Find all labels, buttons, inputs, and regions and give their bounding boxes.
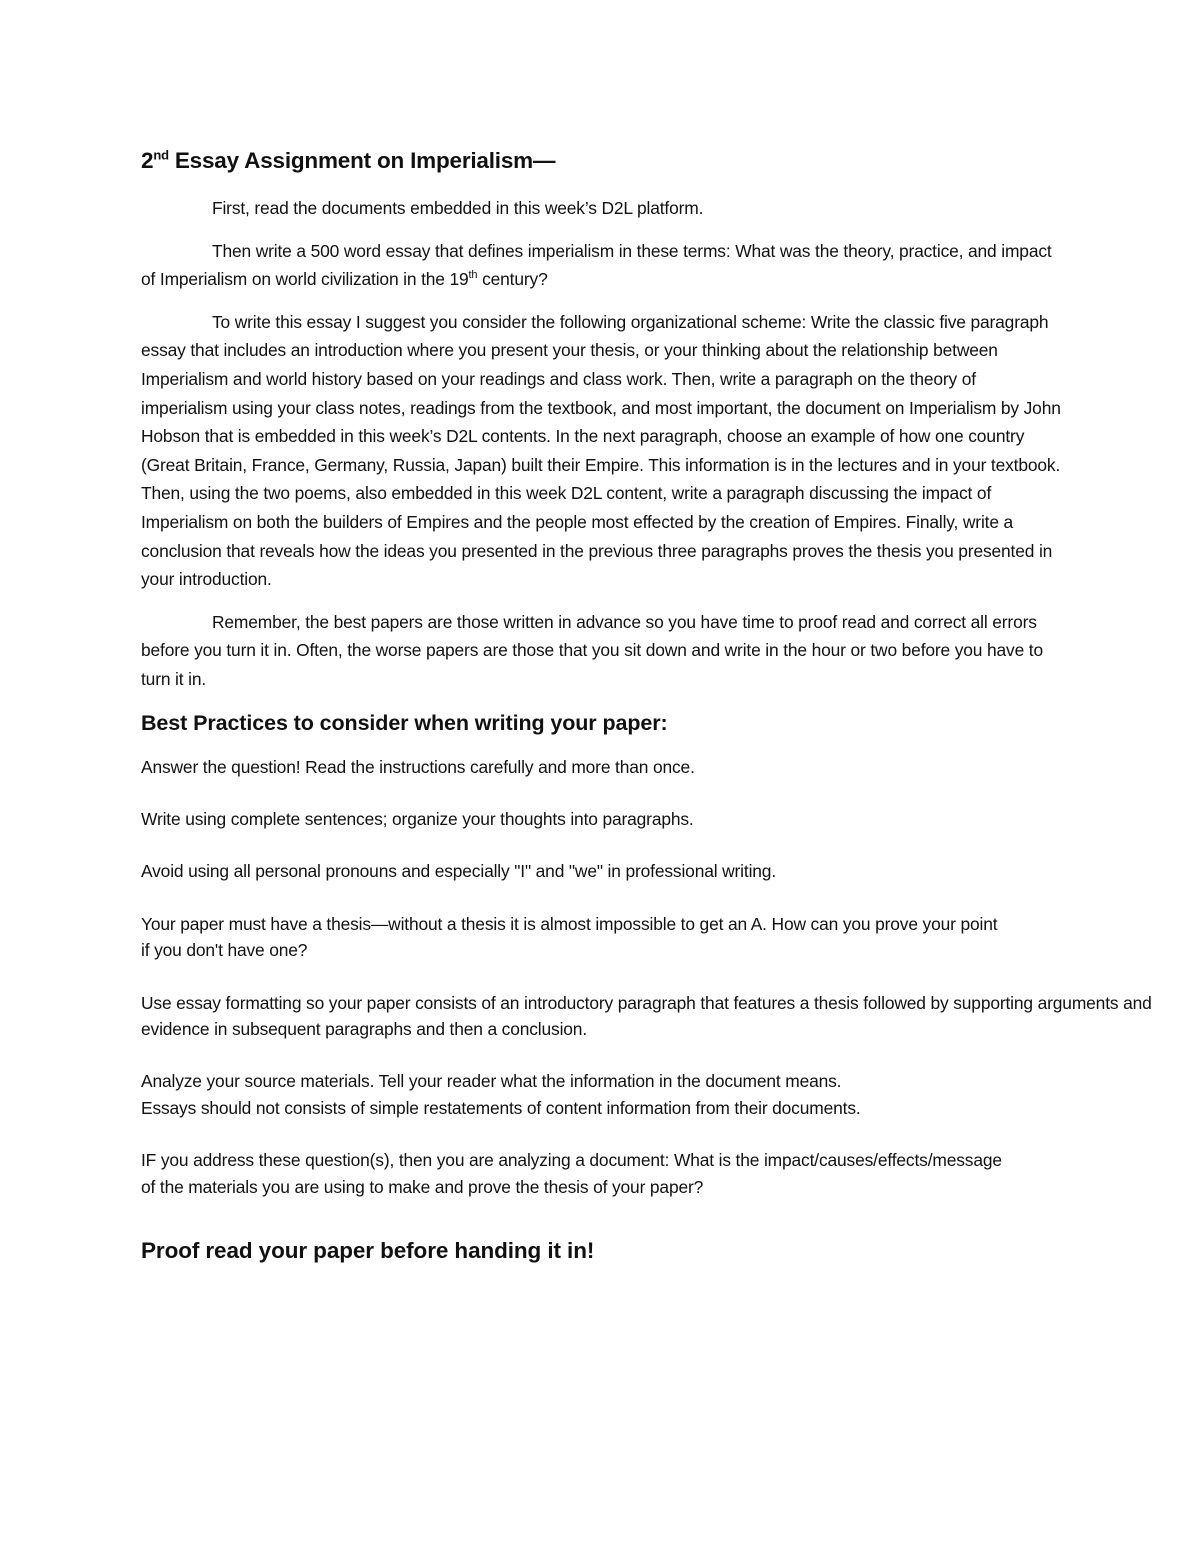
century-superscript: th [468,269,478,282]
document-body [141,148,1200,1264]
best-practice-line: IF you address these question(s), then you are analyzing a document: What is the impact/causes/effects/message [141,1150,1002,1171]
best-practice-item [141,911,1200,964]
title-prefix: 2 [141,148,154,173]
best-practice-item [141,1147,1200,1200]
best-practice-line: evidence in subsequent paragraphs and then a conclusion. [141,1018,588,1039]
best-practice-line: Answer the question! Read the instructions carefully and more than once. [141,756,695,777]
best-practice-line: Essays should not consists of simple restatements of content information from their documents. [141,1097,861,1118]
best-practice-item [141,806,1200,832]
best-practice-item [141,858,1200,884]
best-practice-line: Write using complete sentences; organize your thoughts into paragraphs. [141,808,694,829]
best-practice-line: Analyze your source materials. Tell your reader what the information in the document means. [141,1071,842,1092]
best-practice-line: of the materials you are using to make and prove the thesis of your paper? [141,1176,704,1197]
paragraph-read-documents: First, read the documents embedded in this week’s D2L platform. [212,198,704,218]
best-practice-line: Use essay formatting so your paper consists of an introductory paragraph that features a thesis followed by supporting arguments and [141,992,1152,1013]
paragraph-remember: Remember, the best papers are those written in advance so you have time to proof read and correct all errors before you turn it in. Often, the worse papers are those that you sit down and write in the hour or two before you have to turn it in. [141,611,1044,689]
paragraph-essay-prompt [141,237,1061,294]
page-title [141,148,1200,174]
title-superscript: nd [153,148,169,163]
best-practices-heading: Best Practices to consider when writing your paper: [141,710,668,735]
best-practices-list [141,754,1200,1200]
best-practice-item [141,754,1200,780]
best-practice-line: Avoid using all personal pronouns and especially "I" and "we" in professional writing. [141,861,777,882]
title-text: Essay Assignment on Imperialism— [168,148,556,173]
best-practice-item [141,1068,1200,1121]
best-practice-line: Your paper must have a thesis—without a thesis it is almost impossible to get an A. How can you prove your point [141,913,998,934]
essay-prompt-text: Then write a 500 word essay that defines imperialism in these terms: What was the theory, practice, and impact of Imperialism on world civilization in the 19 [141,240,1052,290]
best-practice-item [141,990,1200,1043]
best-practice-line: if you don't have one? [141,940,308,961]
closing-heading: Proof read your paper before handing it in! [141,1237,595,1263]
paragraph-organizational-scheme: To write this essay I suggest you consider the following organizational scheme: Write the classic five paragraph essay that includes an introduction where you present your thesis, or your thinking about the relationship between Imperialism and world history based on your readings and class work. Then, write a paragraph on the theory of imperialism using your class notes, readings from the textbook, and most important, the document on Imperialism by John Hobson that is embedded in this week’s D2L contents. In the next paragraph, choose an example of how one country (Great Britain, France, Germany, Russia, Japan) built their Empire. This information is in the lectures and in your textbook. Then, using the two poems, also embedded in this week D2L content, write a paragraph discussing the impact of Imperialism on both the builders of Empires and the people most effected by the creation of Empires. Finally, write a conclusion that reveals how the ideas you presented in the previous three paragraphs proves the thesis you presented in your introduction. [141,311,1061,590]
essay-prompt-end: century? [477,269,548,290]
